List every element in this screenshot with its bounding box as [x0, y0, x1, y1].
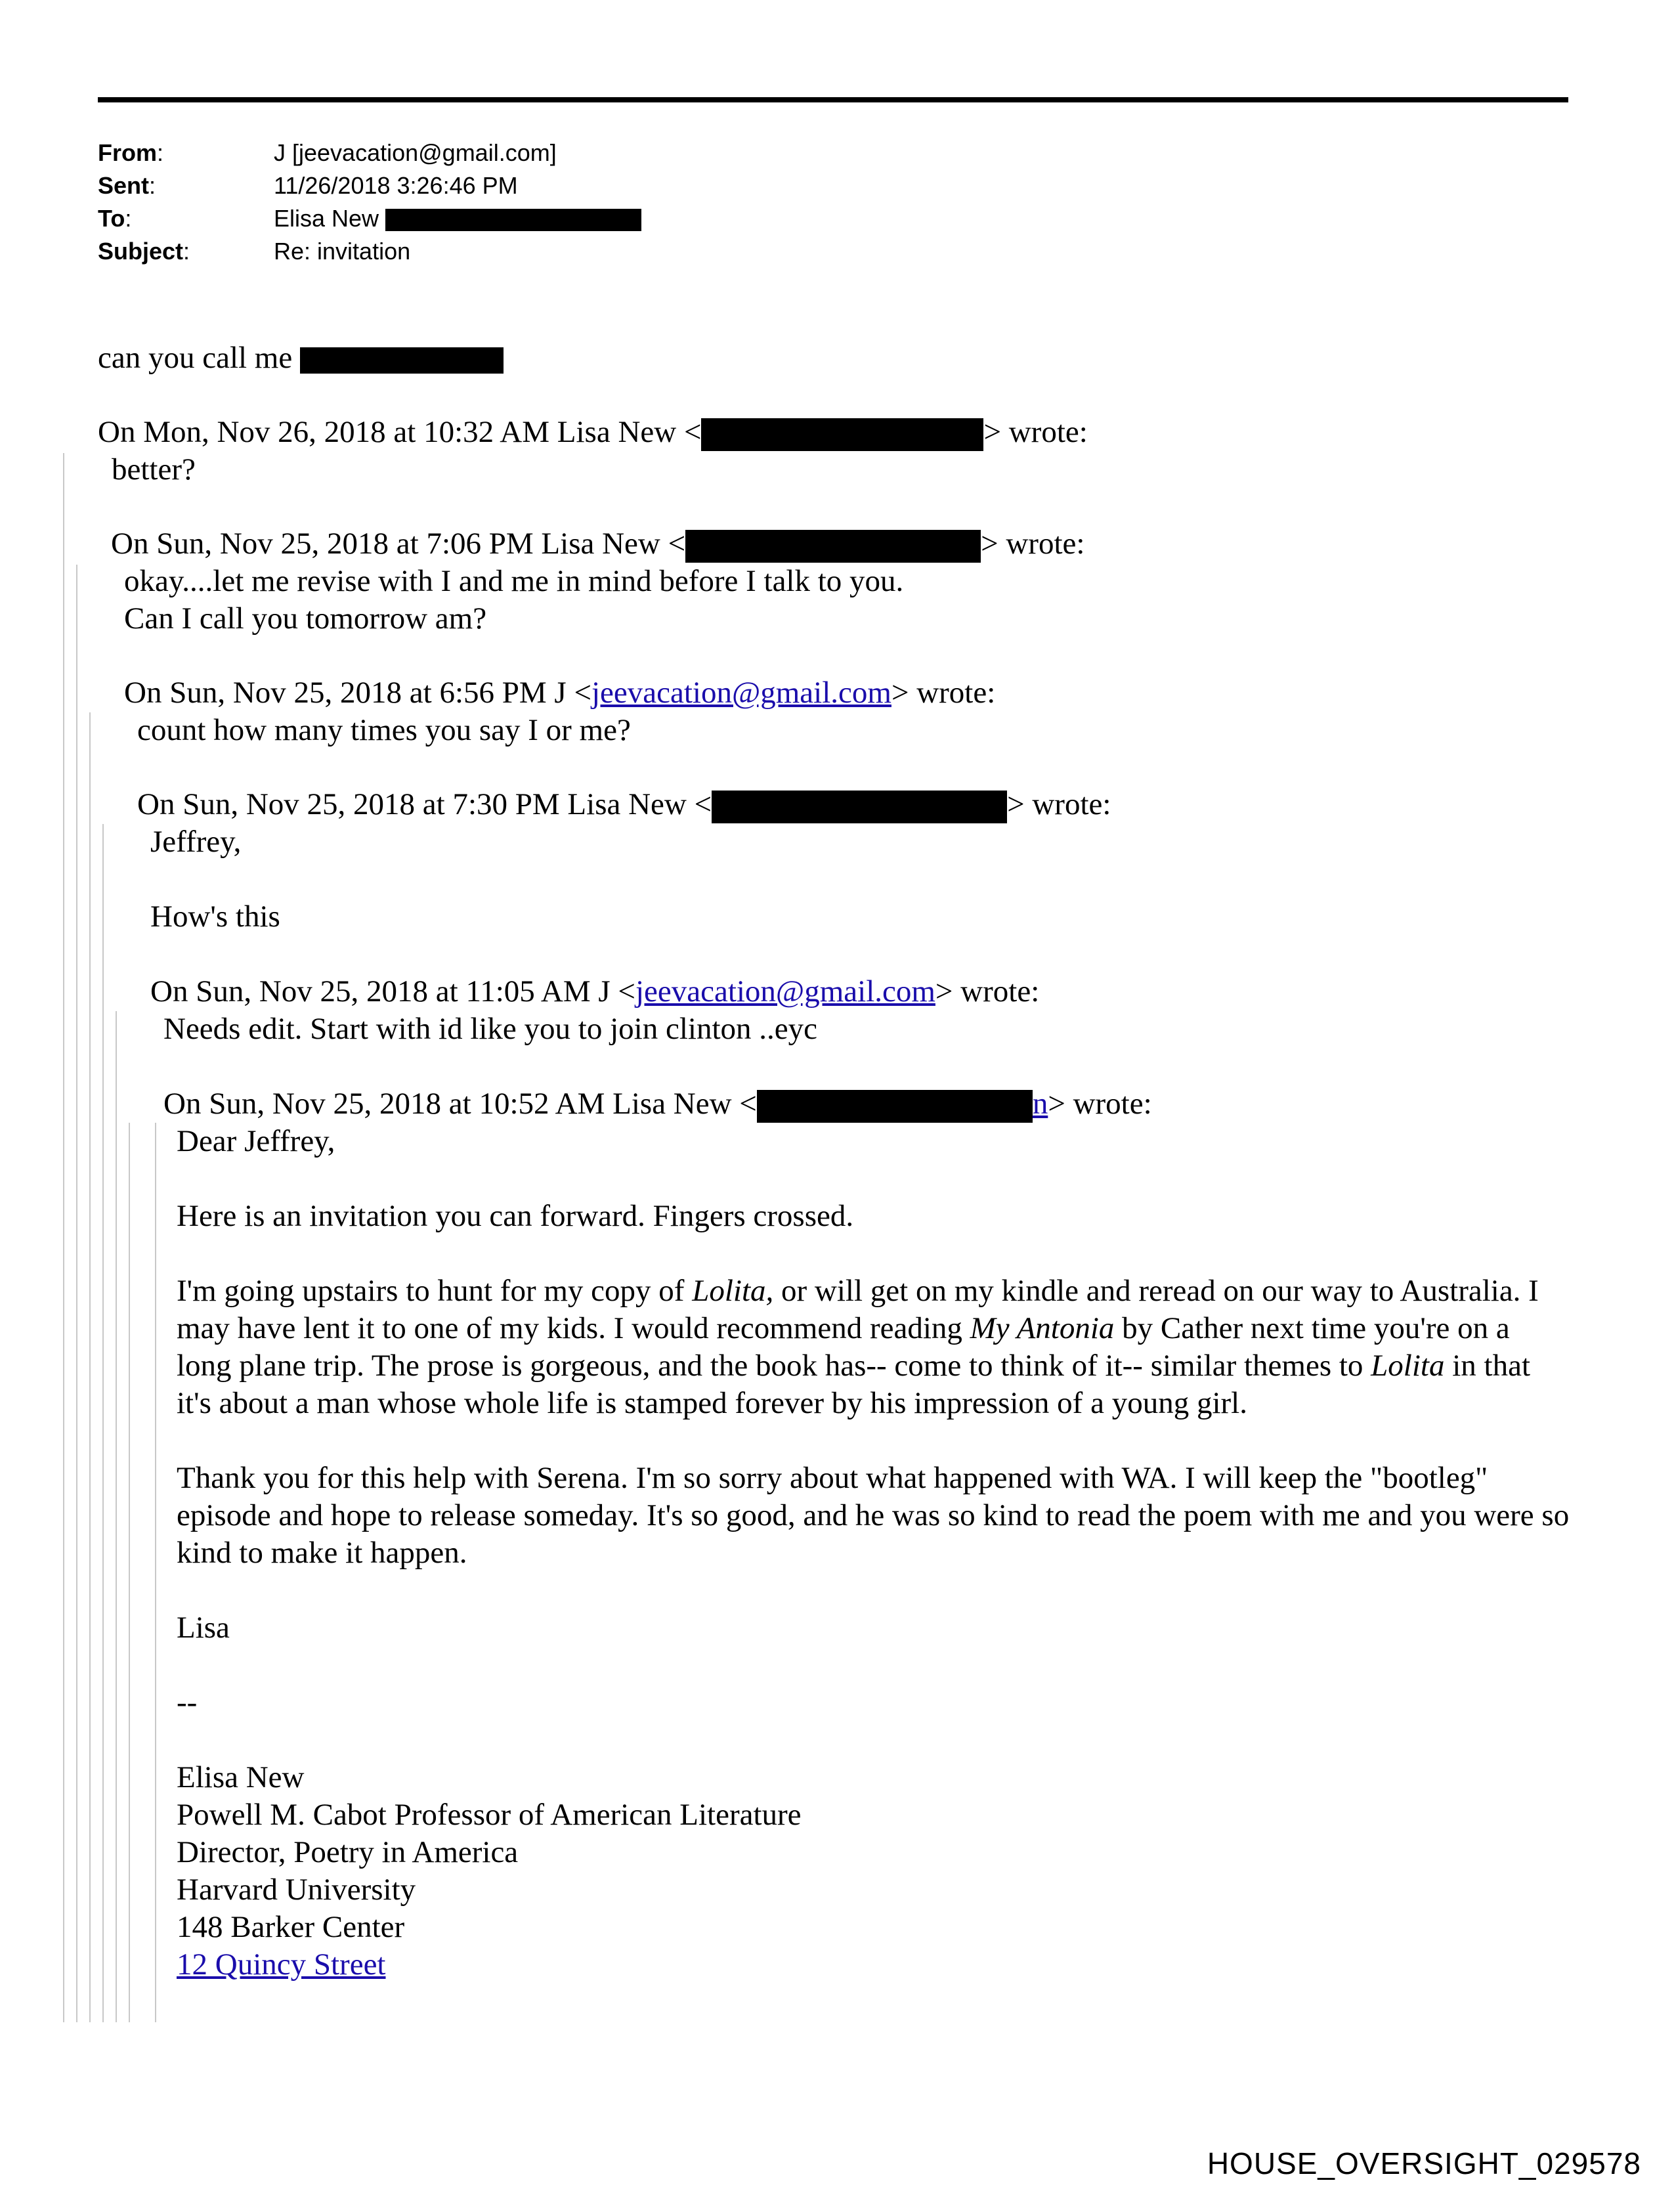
signature-separator: -- [177, 1685, 198, 1720]
paragraph: Here is an invitation you can forward. Fingers crossed. [177, 1199, 854, 1233]
sent-label: Sent [98, 172, 150, 199]
subject-label: Subject [98, 238, 184, 265]
subject-row: Subject: Re: invitation [98, 235, 641, 268]
quote-body-2a: okay....let me revise with I and me in mind before I talk to you. [124, 564, 904, 598]
sent-row: Sent: 11/26/2018 3:26:46 PM [98, 169, 641, 202]
opening-line: can you call me [98, 339, 504, 377]
quote-header-1: On Mon, Nov 26, 2018 at 10:32 AM Lisa New < > wrote: [98, 414, 1088, 451]
quote-bar [155, 1123, 156, 2022]
quote-header-4: On Sun, Nov 25, 2018 at 7:30 PM Lisa New < > wrote: [137, 786, 1111, 823]
address-link[interactable]: 12 Quincy Street [177, 1947, 386, 1982]
email-link[interactable]: jeevacation@gmail.com [635, 974, 935, 1008]
quote-bar [102, 824, 104, 2022]
email-link[interactable]: jeevacation@gmail.com [591, 676, 891, 710]
quote-body-3: count how many times you say I or me? [137, 713, 631, 747]
signature-role: Director, Poetry in America [177, 1835, 519, 1869]
quote-bar [89, 712, 91, 2022]
signature-address: 148 Barker Center [177, 1910, 405, 1944]
quote-bar [116, 1011, 117, 2022]
quote-body-4b: How's this [150, 900, 280, 934]
subject-value: Re: invitation [274, 238, 411, 265]
from-label: From [98, 139, 157, 166]
from-value: J [jeevacation@gmail.com] [274, 139, 557, 166]
quote-header-2: On Sun, Nov 25, 2018 at 7:06 PM Lisa New < > wrote: [111, 525, 1084, 563]
quote-body-4a: Jeffrey, [150, 825, 242, 859]
from-row: From: J [jeevacation@gmail.com] [98, 137, 641, 169]
quote-header-5: On Sun, Nov 25, 2018 at 11:05 AM J <jeevacation@gmail.com> wrote: [150, 974, 1040, 1008]
to-row: To: Elisa New [98, 202, 641, 235]
email-header [98, 137, 641, 268]
letter-body [177, 1123, 1575, 1984]
to-value: Elisa New [274, 205, 379, 232]
redaction-box [385, 209, 641, 231]
quote-bar [63, 453, 64, 2022]
salutation: Dear Jeffrey, [177, 1124, 335, 1158]
email-link[interactable]: n [1032, 1087, 1048, 1121]
quote-bar [129, 1123, 130, 2022]
redaction-box [685, 530, 981, 563]
quote-body-5: Needs edit. Start with id like you to join clinton ..eyc [163, 1012, 817, 1046]
top-rule [98, 97, 1568, 102]
signature-org: Harvard University [177, 1873, 416, 1907]
quote-bar [76, 565, 77, 2022]
to-label: To [98, 205, 125, 232]
quote-body-2b: Can I call you tomorrow am? [124, 601, 487, 636]
signoff: Lisa [177, 1611, 230, 1645]
paragraph: Thank you for this help with Serena. I'm so sorry about what happened with WA. I will keep the "bootleg" episode and hope to release someday. It's so good, and he was so kind to read the poem with me and you were so kind to make it happen. [177, 1461, 1570, 1570]
quote-header-6: On Sun, Nov 25, 2018 at 10:52 AM Lisa New < n> wrote: [163, 1085, 1152, 1123]
redaction-box [701, 418, 983, 451]
redaction-box [712, 791, 1007, 823]
signature-name: Elisa New [177, 1760, 305, 1794]
paragraph: I'm going upstairs to hunt for my copy of Lolita, or will get on my kindle and reread on our way to Australia. I may have lent it to one of my kids. I would recommend reading My Antonia by Cather next time you're on a long plane trip. The prose is gorgeous, and the book has-- come to think of it-- similar themes to Lolita in that it's about a man whose whole life is stamped forever by his impression of a young girl. [177, 1274, 1539, 1420]
bates-number: HOUSE_OVERSIGHT_029578 [1207, 2146, 1641, 2180]
quote-header-3: On Sun, Nov 25, 2018 at 6:56 PM J <jeevacation@gmail.com> wrote: [124, 676, 996, 710]
redaction-box [300, 347, 504, 374]
sent-value: 11/26/2018 3:26:46 PM [274, 172, 518, 199]
signature-title: Powell M. Cabot Professor of American Literature [177, 1798, 802, 1832]
quote-body-1: better? [112, 452, 196, 487]
redaction-box [757, 1090, 1033, 1123]
